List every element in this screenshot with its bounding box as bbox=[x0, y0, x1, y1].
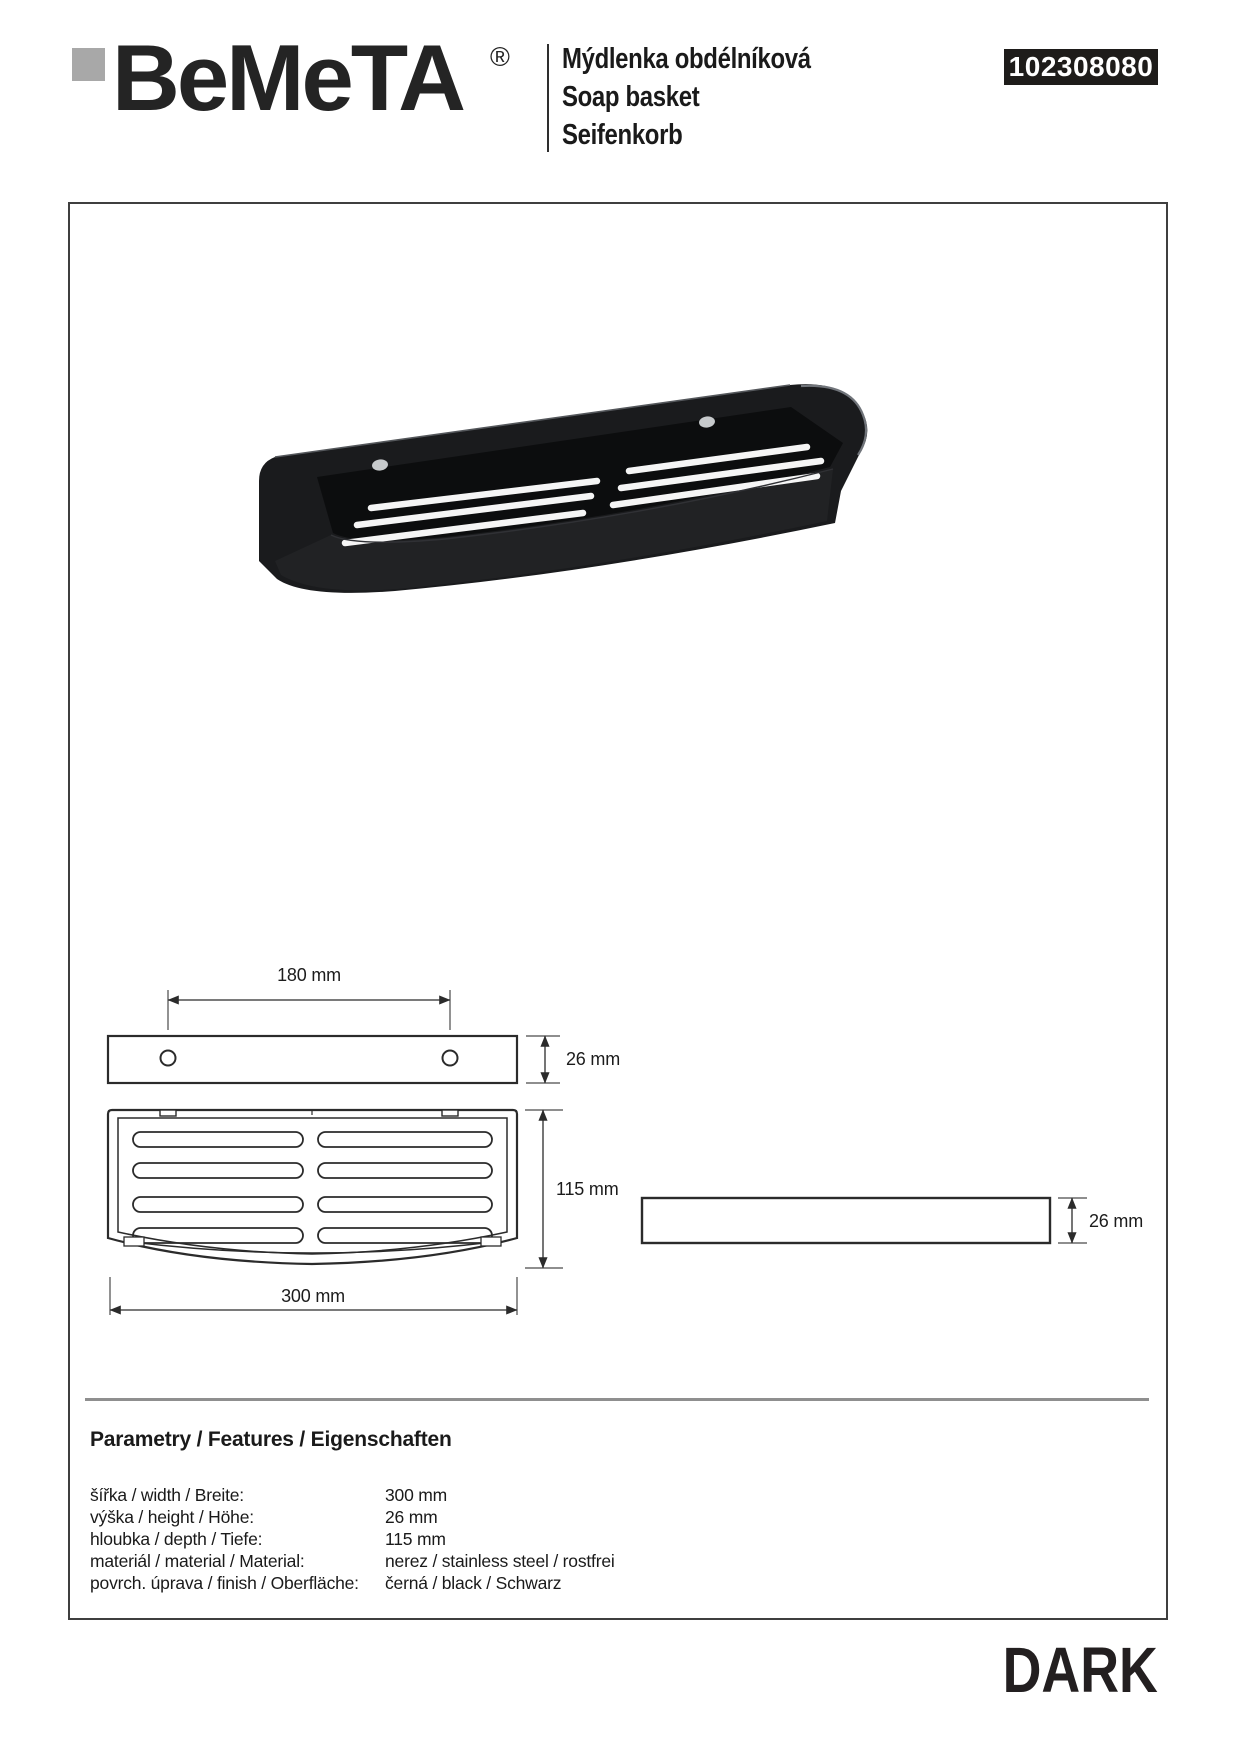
param-value: černá / black / Schwarz bbox=[385, 1573, 562, 1593]
technical-drawings bbox=[80, 950, 1170, 1360]
plan-view-drawing bbox=[108, 1110, 563, 1315]
product-code-badge: 102308080 bbox=[1004, 49, 1158, 85]
back-view-drawing bbox=[108, 990, 560, 1083]
param-row-depth bbox=[90, 1528, 790, 1550]
param-row-height bbox=[90, 1506, 790, 1528]
dim-back-height: 26 mm bbox=[566, 1049, 621, 1069]
registered-trademark-icon: ® bbox=[490, 42, 510, 72]
dim-depth: 115 mm bbox=[556, 1179, 619, 1199]
param-row-width bbox=[90, 1484, 790, 1506]
product-title-english: Soap basket bbox=[562, 81, 700, 113]
logo-square-icon bbox=[72, 48, 105, 81]
dim-holes-distance: 180 mm bbox=[277, 965, 341, 985]
param-row-material bbox=[90, 1550, 790, 1572]
param-label: výška / height / Höhe: bbox=[90, 1507, 254, 1527]
parameters-heading: Parametry / Features / Eigenschaften bbox=[90, 1428, 452, 1451]
param-value: 300 mm bbox=[385, 1485, 448, 1505]
param-value: 115 mm bbox=[385, 1529, 446, 1549]
param-label: materiál / material / Material: bbox=[90, 1551, 305, 1571]
parameters-table bbox=[90, 1484, 790, 1594]
series-name: DARK bbox=[1002, 1634, 1158, 1706]
mounting-hole bbox=[161, 1051, 176, 1066]
header-divider bbox=[547, 44, 549, 152]
product-title-german: Seifenkorb bbox=[562, 119, 683, 151]
product-title-czech: Mýdlenka obdélníková bbox=[562, 43, 811, 75]
product-photo bbox=[245, 365, 885, 610]
drain-slots bbox=[133, 1132, 492, 1243]
dim-side-height: 26 mm bbox=[1089, 1211, 1144, 1231]
dim-width: 300 mm bbox=[281, 1286, 345, 1306]
param-value: nerez / stainless steel / rostfrei bbox=[385, 1551, 615, 1571]
parameters-separator bbox=[85, 1398, 1149, 1401]
brand-logo: BeMeTA bbox=[112, 25, 464, 130]
side-view-drawing bbox=[642, 1198, 1087, 1243]
param-row-finish bbox=[90, 1572, 790, 1594]
param-label: hloubka / depth / Tiefe: bbox=[90, 1529, 263, 1549]
param-label: povrch. úprava / finish / Oberfläche: bbox=[90, 1573, 359, 1593]
product-title-block bbox=[562, 40, 982, 154]
mounting-hole bbox=[443, 1051, 458, 1066]
param-label: šířka / width / Breite: bbox=[90, 1485, 244, 1505]
param-value: 26 mm bbox=[385, 1507, 438, 1527]
